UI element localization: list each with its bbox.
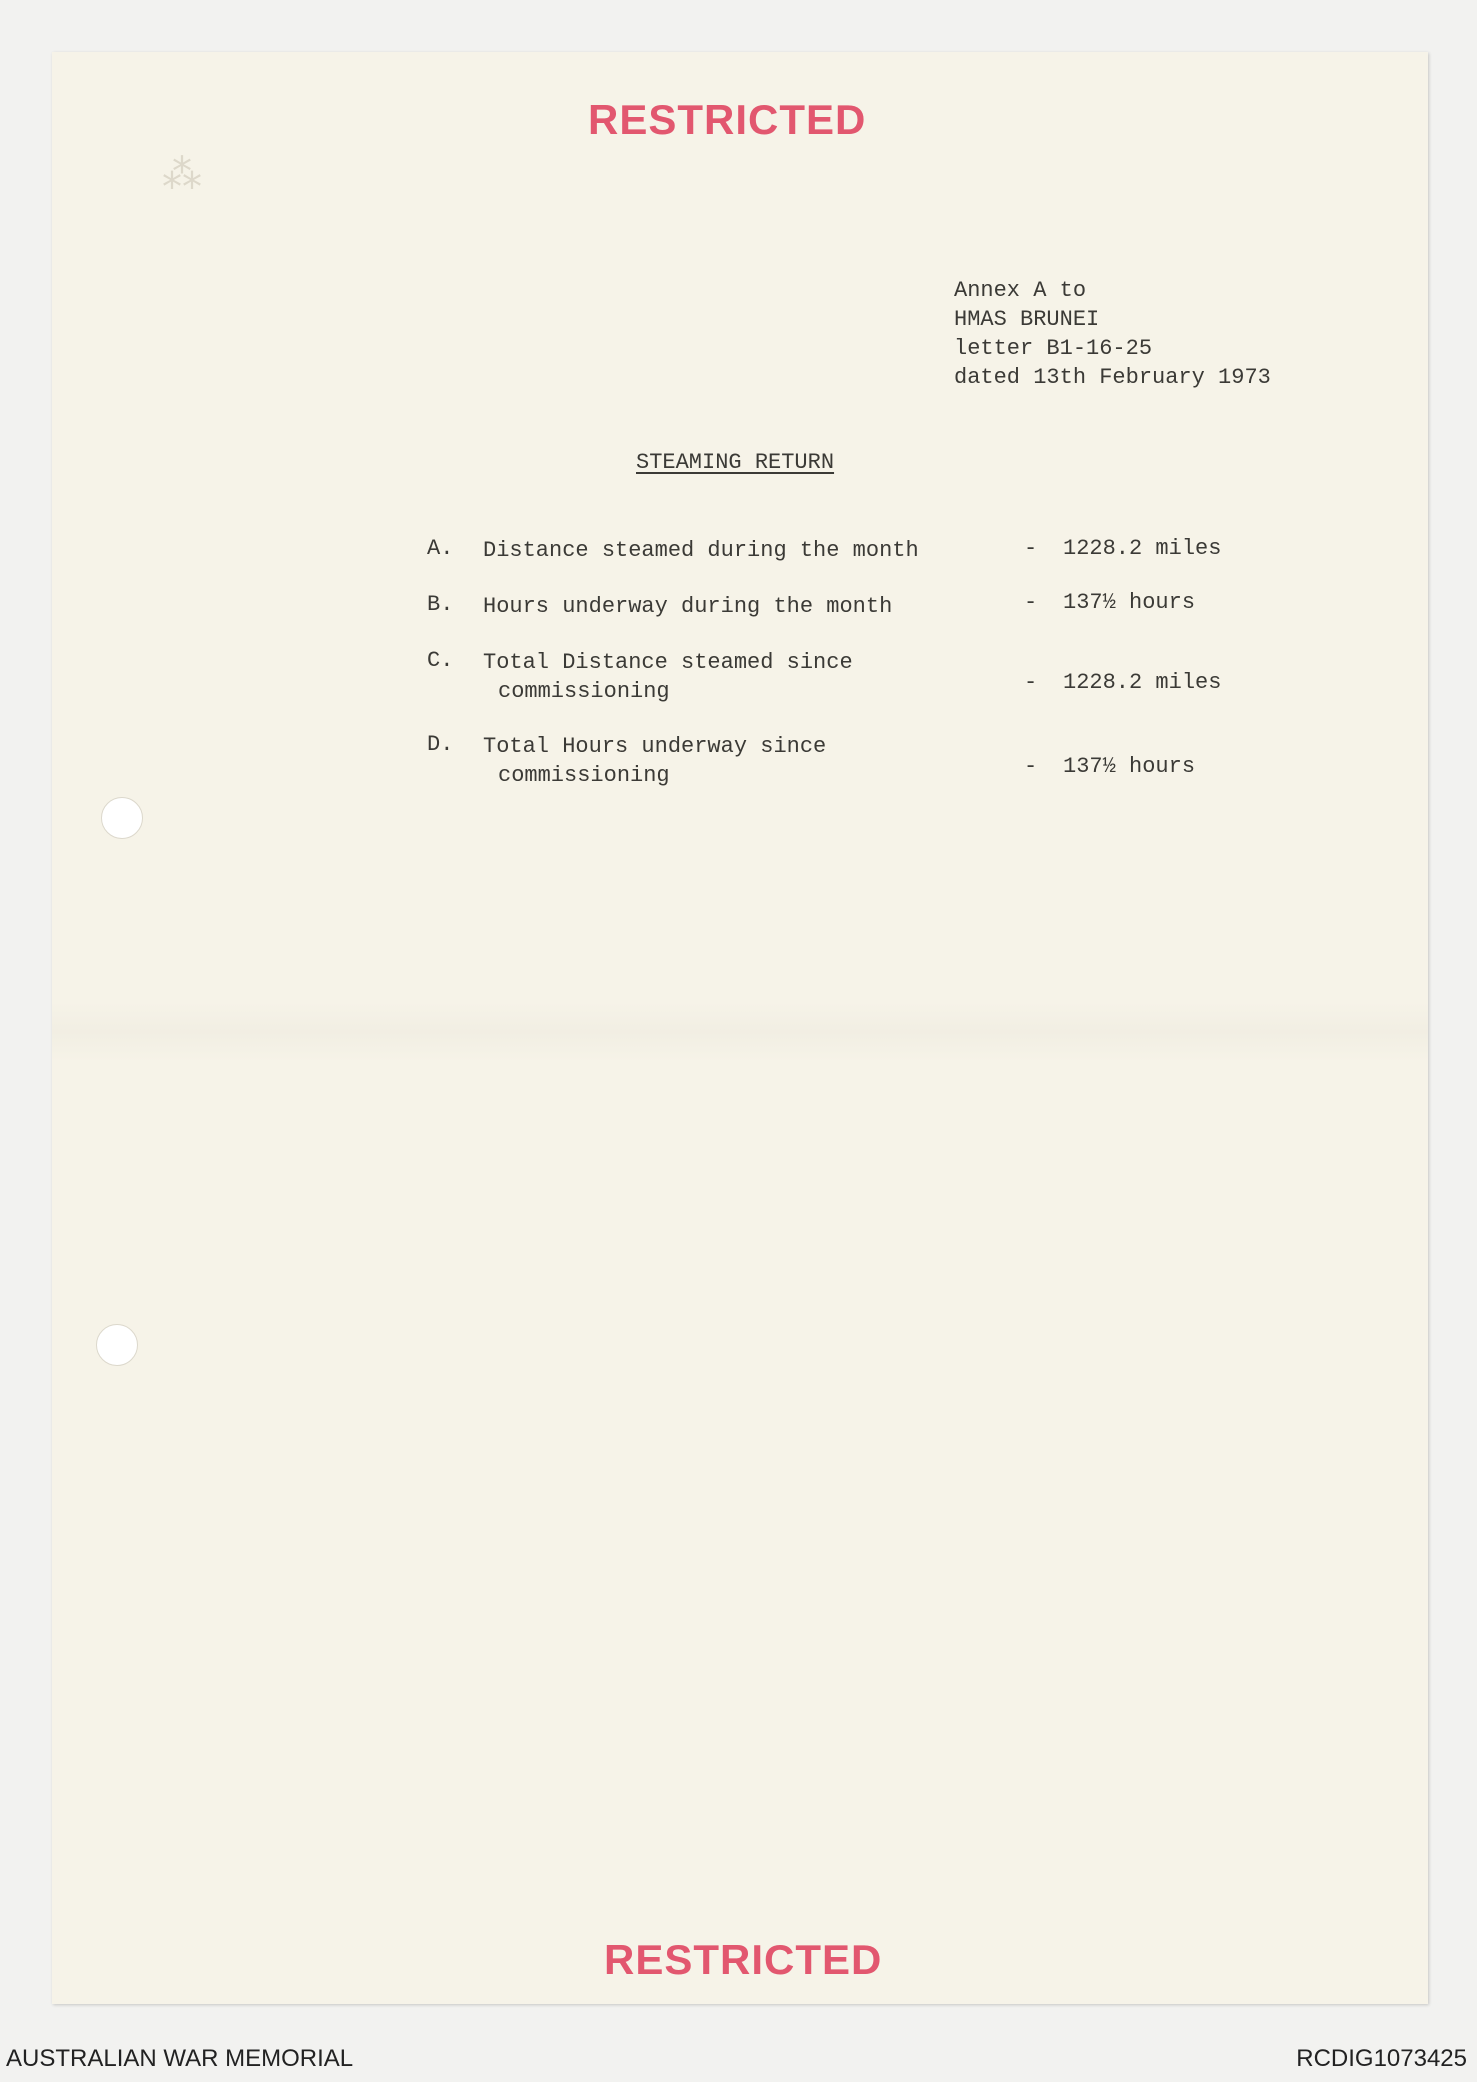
item-dash: - [1024,590,1038,615]
item-value: 1228.2 miles [1063,670,1222,695]
punch-hole-icon [96,1324,138,1366]
item-letter: A. [427,536,454,561]
archive-catalogue-id: RCDIG1073425 [1296,2045,1467,2072]
reference-line: Annex A to [954,278,1087,303]
reference-line: HMAS BRUNEI [954,307,1100,332]
item-description-line: Total Hours underway since [483,734,827,759]
item-description-line: Distance steamed during the month [483,538,919,563]
item-letter: D. [427,732,454,757]
item-dash: - [1024,754,1038,779]
classification-stamp-bottom: RESTRICTED [604,1936,883,1983]
item-description-line: commissioning [498,679,670,704]
item-dash: - [1024,536,1038,561]
reference-line: letter B1-16-25 [954,336,1153,361]
paper-mark-icon: ⁂ [162,152,202,198]
item-description [483,536,919,565]
reference-line: dated 13th February 1973 [954,365,1271,390]
paper-fold-crease [52,1002,1428,1062]
item-letter: C. [427,648,454,673]
item-value: 137½ hours [1063,590,1196,615]
item-description-line: Total Distance steamed since [483,650,853,675]
item-description [483,592,892,621]
item-description [483,648,853,706]
item-value: 1228.2 miles [1063,536,1222,561]
item-description [483,732,826,790]
item-dash: - [1024,670,1038,695]
item-value: 137½ hours [1063,754,1196,779]
reference-block [954,276,1271,392]
item-description-line: commissioning [498,763,670,788]
archive-institution-label: AUSTRALIAN WAR MEMORIAL [6,2045,354,2072]
punch-hole-icon [101,797,143,839]
item-letter: B. [427,592,454,617]
item-description-line: Hours underway during the month [483,594,893,619]
classification-stamp-top: RESTRICTED [588,96,867,143]
document-page [52,52,1428,2004]
document-title: STEAMING RETURN [636,450,835,475]
